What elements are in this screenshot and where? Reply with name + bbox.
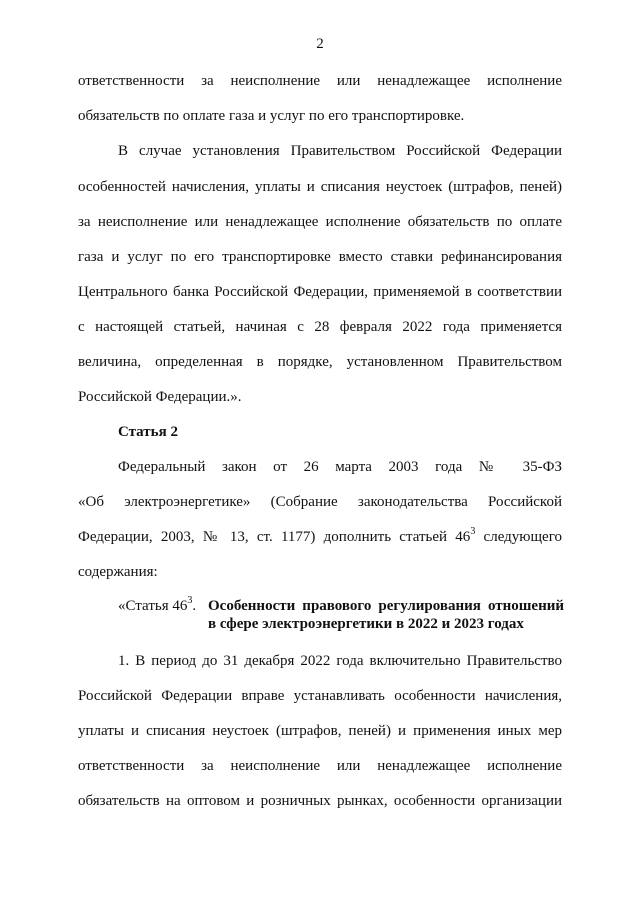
clause-line: обязательств на оптовом и розничных рынках, особенности организации [78, 793, 562, 809]
body-line: Российской Федерации.». [78, 389, 242, 405]
body-line: с настоящей статьей, начиная с 28 февраля 2022 года применяется [78, 319, 562, 335]
body-line [78, 528, 562, 546]
body-text: Федерации, 2003, № 13, ст. 1177) дополнить статьей 46 [78, 529, 471, 545]
superscript: 3 [470, 526, 476, 537]
body-line: газа и услуг по его транспортировке вместо ставки рефинансирования [78, 249, 562, 265]
page-number: 2 [316, 36, 324, 52]
body-line: «Об электроэнергетике» (Собрание законодательства Российской [78, 494, 562, 510]
body-line: содержания: [78, 564, 158, 580]
clause-line: уплаты и списания неустоек (штрафов, пеней) и применения иных мер [78, 723, 562, 739]
body-text: следующего [475, 529, 562, 545]
clause-line: ответственности за неисполнение или ненадлежащее исполнение [78, 758, 562, 774]
body-line: величина, определенная в порядке, установленном Правительством [78, 354, 562, 370]
new-article-title: в сфере электроэнергетики в 2022 и 2023 годах [208, 616, 524, 632]
article-heading: Статья 2 [118, 424, 178, 440]
body-line: ответственности за неисполнение или ненадлежащее исполнение [78, 73, 562, 89]
clause-line: Российской Федерации вправе устанавливать особенности начисления, [78, 688, 562, 704]
superscript: 3 [187, 595, 193, 606]
body-line: за неисполнение или ненадлежащее исполнение обязательств по оплате [78, 214, 562, 230]
body-line: особенностей начисления, уплаты и списания неустоек (штрафов, пеней) [78, 179, 562, 195]
new-article-title: Особенности правового регулирования отношений [208, 598, 564, 614]
clause-line: 1. В период до 31 декабря 2022 года включительно Правительство [118, 653, 562, 669]
body-line: В случае установления Правительством Российской Федерации [118, 143, 562, 159]
body-line: обязательств по оплате газа и услуг по его транспортировке. [78, 108, 465, 124]
new-article-label: «Статья $46^3$. [118, 595, 197, 614]
body-line: Федеральный закон от 26 марта 2003 года № 35-ФЗ [118, 459, 562, 475]
body-line: Центрального банка Российской Федерации, применяемой в соответствии [78, 284, 562, 300]
